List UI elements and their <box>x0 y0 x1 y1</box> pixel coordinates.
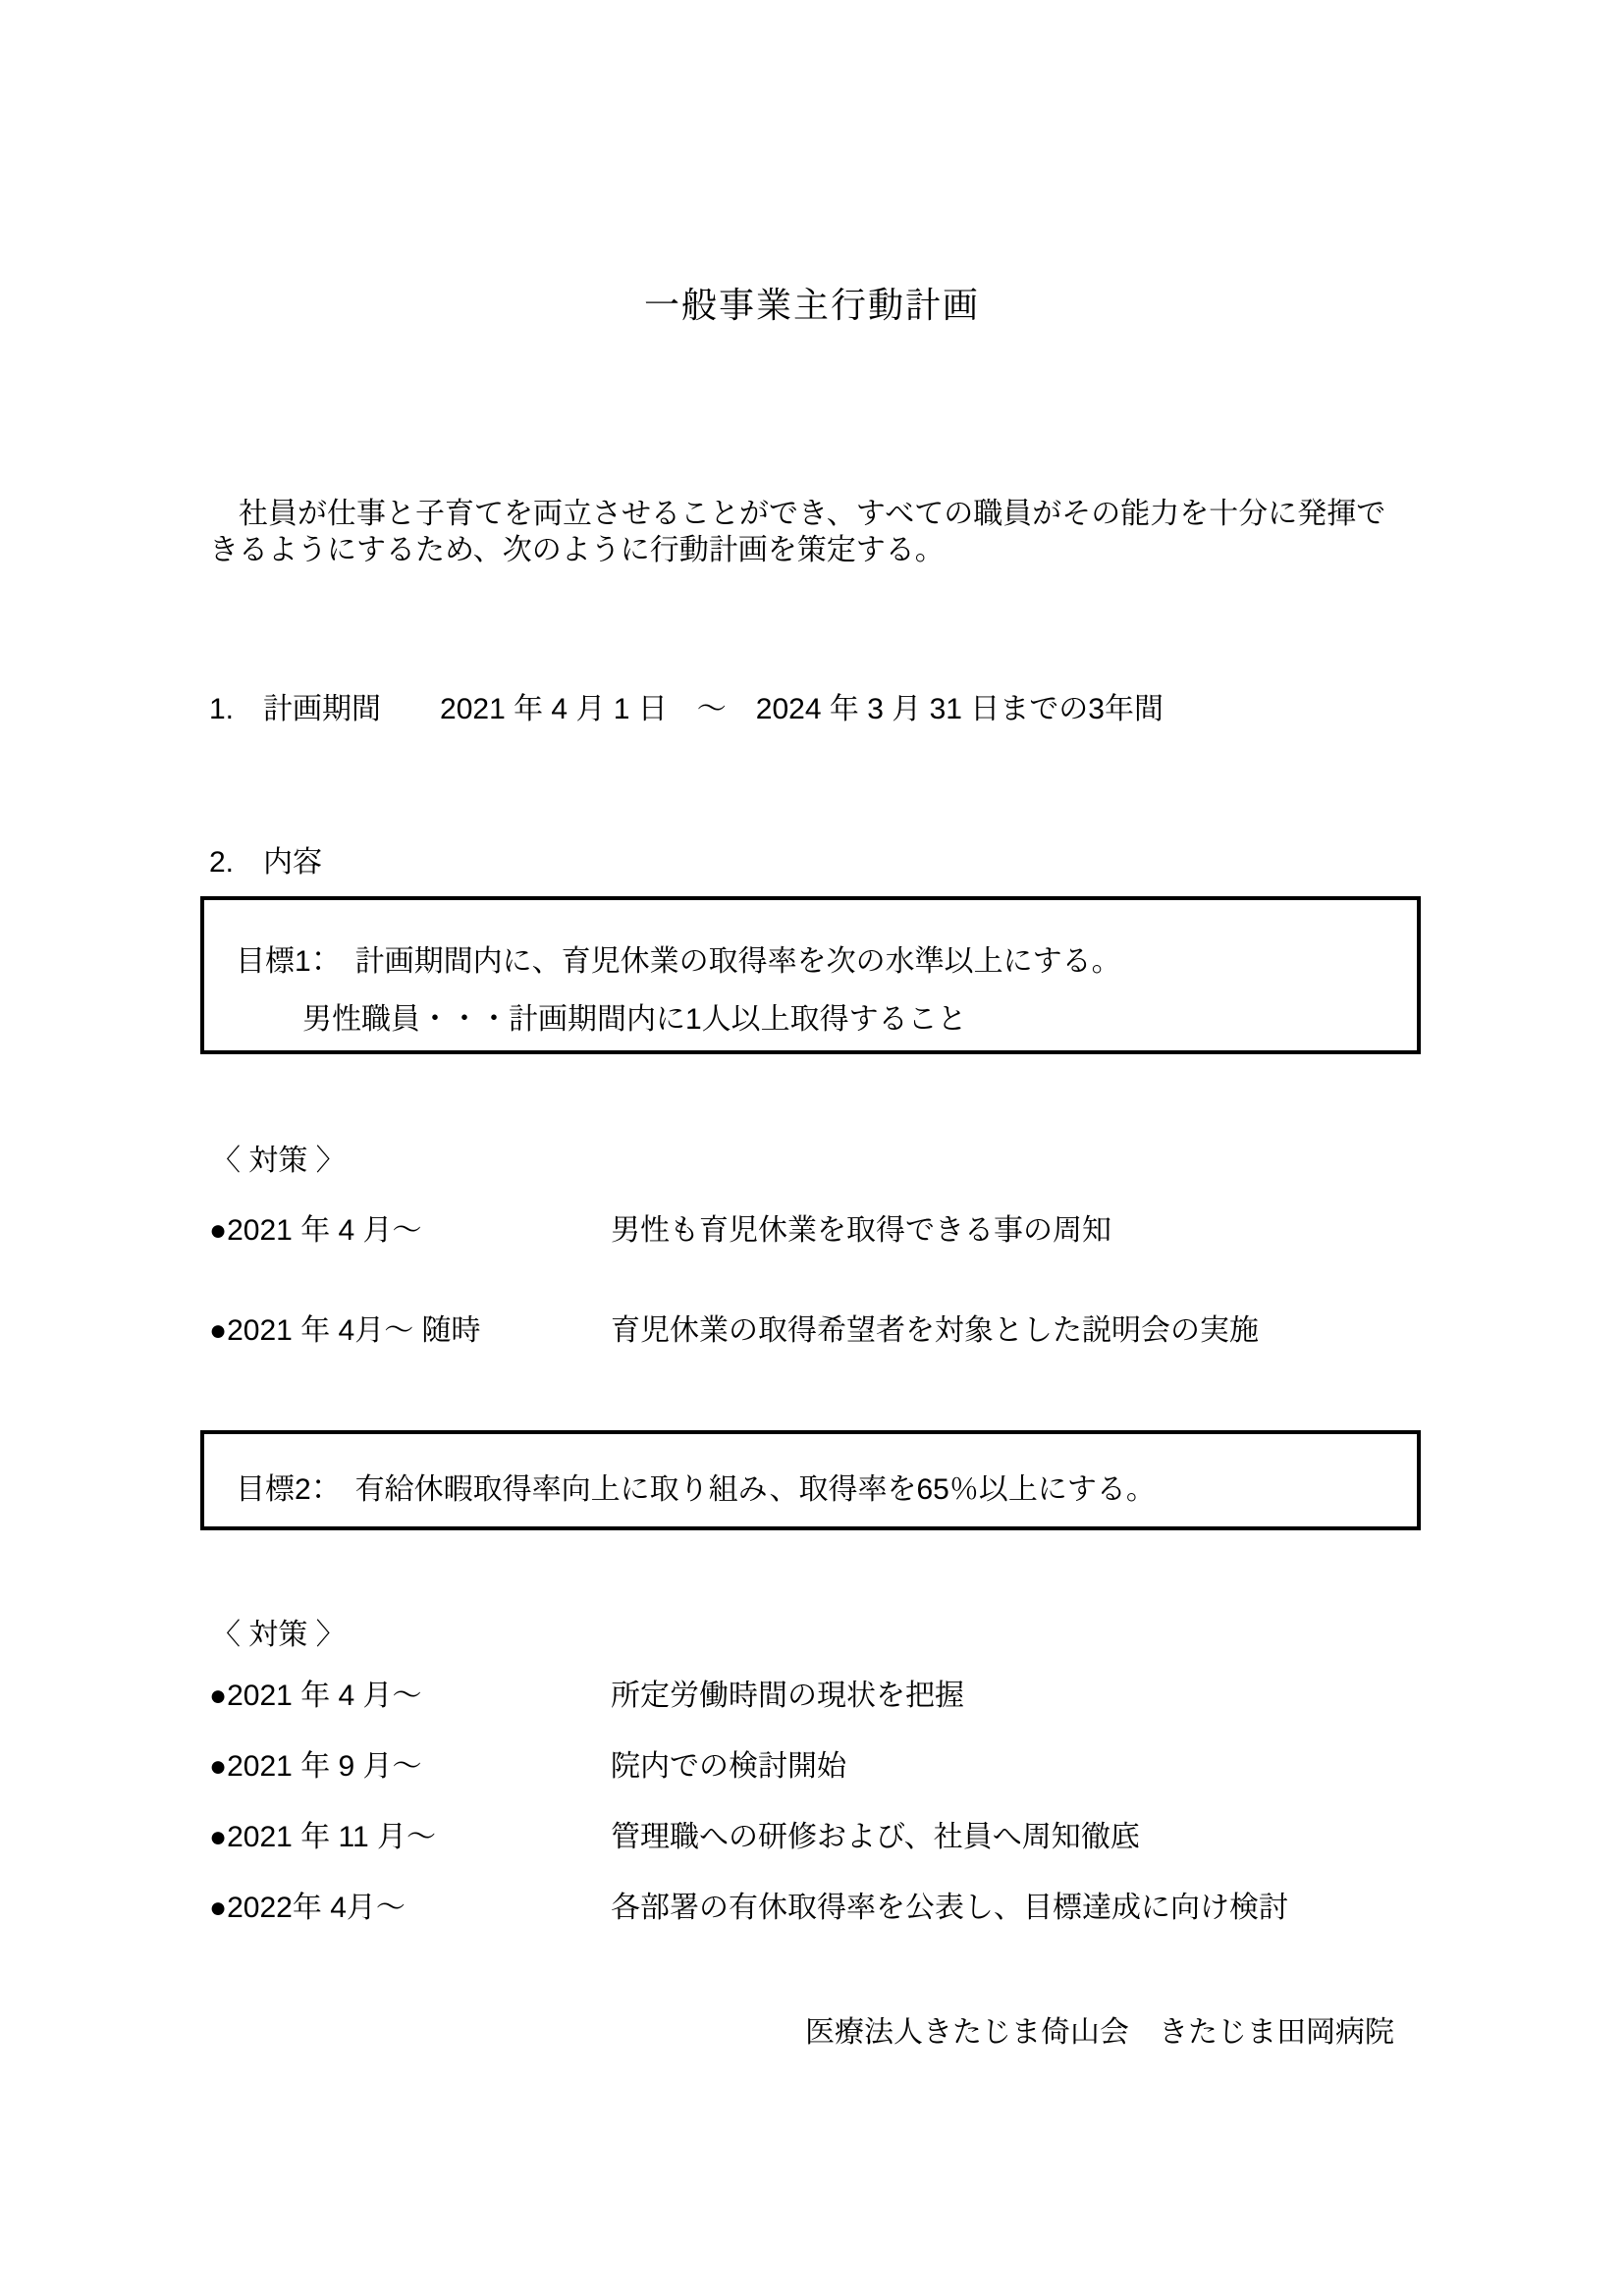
measure-description: 各部署の有休取得率を公表し、目標達成に向け検討 <box>611 1892 1288 1924</box>
organization-signature: 医療法人きたじま倚山会 きたじま田岡病院 <box>805 2016 1394 2049</box>
intro-line-1: 社員が仕事と子育てを両立させることができ、すべての職員がその能力を十分に発揮で <box>209 498 1386 530</box>
intro-paragraph <box>209 496 1476 568</box>
goal2-line-1: 目標2： 有給休暇取得率向上に取り組み、取得率を65％以上にする。 <box>236 1473 1156 1506</box>
measures1-heading: 〈 対策 〉 <box>211 1145 346 1177</box>
intro-line-2: きるようにするため、次のように行動計画を策定する。 <box>209 534 945 566</box>
goal1-box <box>200 896 1421 1054</box>
section-contents-heading: 2. 内容 <box>209 846 323 879</box>
goal2-box <box>200 1430 1421 1530</box>
measure-date-label: ●2022年 4月～ <box>209 1892 406 1924</box>
measure-date-label: ●2021 年 4 月～ <box>209 1214 422 1247</box>
measure-row <box>209 1671 1476 1712</box>
measure-row <box>209 1306 1476 1347</box>
measure-description: 育児休業の取得希望者を対象とした説明会の実施 <box>611 1314 1259 1347</box>
measure-row <box>209 1741 1476 1783</box>
measure-date-label: ●2021 年 4月～ 随時 <box>209 1314 481 1347</box>
measure-date-label: ●2021 年 4 月～ <box>209 1680 422 1712</box>
measure-date-label: ●2021 年 9 月～ <box>209 1750 422 1783</box>
measure-row <box>209 1812 1476 1853</box>
measure-description: 所定労働時間の現状を把握 <box>611 1680 964 1712</box>
measure-row <box>209 1205 1476 1247</box>
section-plan-period: 1. 計画期間 2021 年 4 月 1 日 ～ 2024 年 3 月 31 日までの3年間 <box>209 693 1164 725</box>
measure-row <box>209 1883 1476 1924</box>
goal1-line-2: 男性職員・・・計画期間内に1人以上取得すること <box>302 1003 967 1036</box>
goal1-line-1: 目標1： 計画期間内に、育児休業の取得率を次の水準以上にする。 <box>236 945 1121 978</box>
page-title: 一般事業主行動計画 <box>643 285 980 325</box>
measure-date-label: ●2021 年 11 月～ <box>209 1821 437 1853</box>
measure-description: 男性も育児休業を取得できる事の周知 <box>611 1214 1111 1247</box>
measure-description: 管理職への研修および、社員へ周知徹底 <box>611 1821 1140 1853</box>
measures2-heading: 〈 対策 〉 <box>211 1619 346 1651</box>
measure-description: 院内での検討開始 <box>611 1750 846 1783</box>
